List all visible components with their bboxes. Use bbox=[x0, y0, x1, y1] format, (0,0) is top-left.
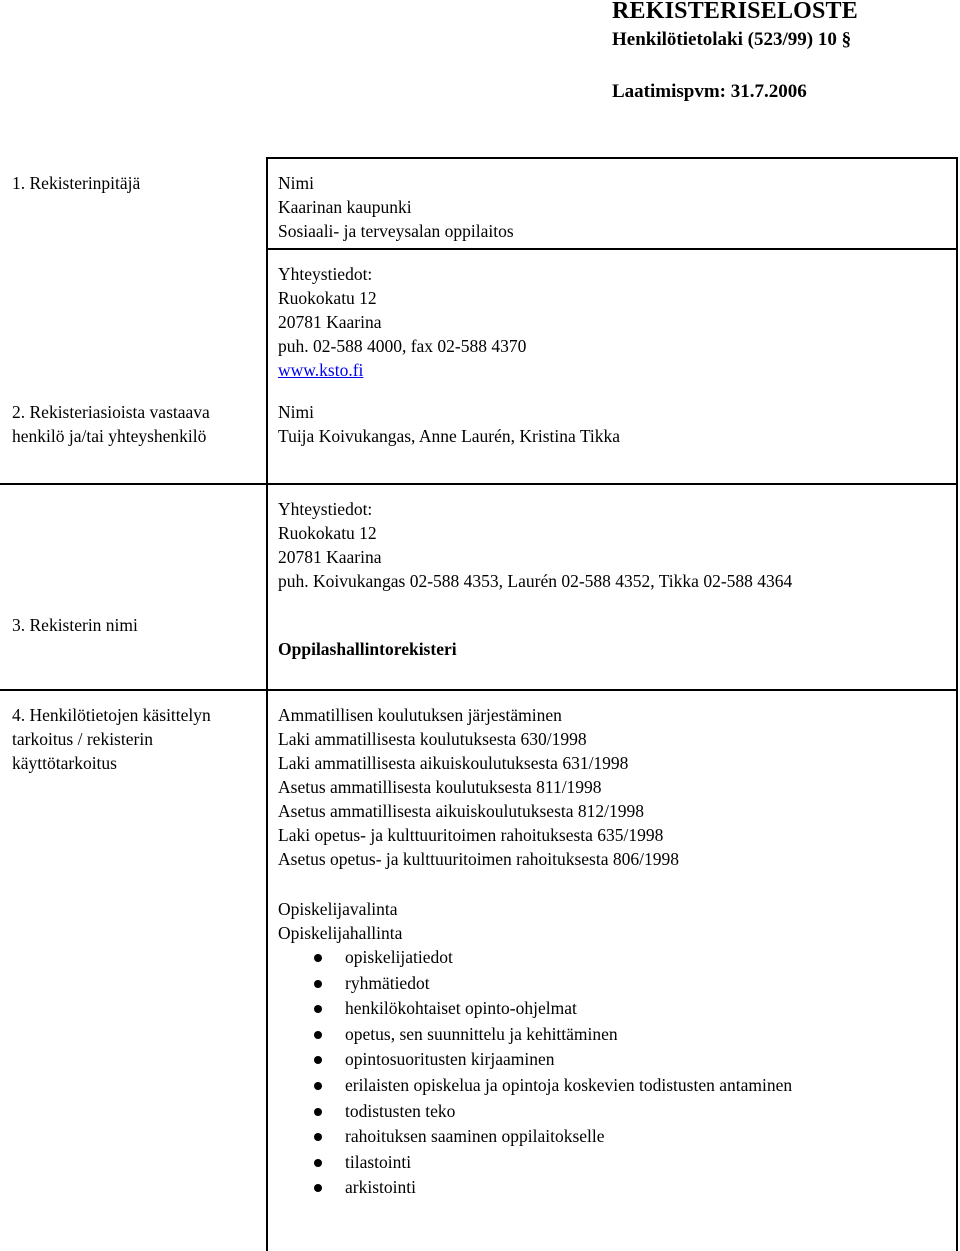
section-4-label-line-2: tarkoitus / rekisterin bbox=[12, 729, 153, 749]
section-1-contact-block bbox=[278, 262, 526, 382]
section-2-name-heading: Nimi bbox=[278, 402, 314, 422]
purpose-line-2: Opiskelijahallinta bbox=[278, 923, 403, 943]
section-2-contact-block bbox=[278, 497, 792, 593]
table-right-border bbox=[956, 157, 958, 1251]
bullet-icon bbox=[314, 1184, 322, 1192]
section-4-label-line-1: 4. Henkilötietojen käsittelyn bbox=[12, 705, 211, 725]
website-link[interactable]: www.ksto.fi bbox=[278, 360, 364, 380]
law-line: Laki ammatillisesta koulutuksesta 630/1998 bbox=[278, 729, 587, 749]
row-divider-3 bbox=[0, 689, 958, 691]
list-item-text: tilastointi bbox=[345, 1151, 412, 1172]
row-divider-1 bbox=[267, 248, 958, 250]
list-item bbox=[278, 1022, 792, 1048]
law-line: Asetus ammatillisesta koulutuksesta 811/1998 bbox=[278, 777, 602, 797]
list-item-text: opiskelijatiedot bbox=[345, 947, 453, 967]
law-line: Laki opetus- ja kulttuuritoimen rahoituksesta 635/1998 bbox=[278, 825, 664, 845]
law-line: Laki ammatillisesta aikuiskoulutuksesta 631/1998 bbox=[278, 753, 629, 773]
section-2-contact-heading: Yhteystiedot: bbox=[278, 499, 373, 519]
list-item-text: arkistointi bbox=[345, 1177, 416, 1198]
document-title: REKISTERISELOSTE bbox=[612, 0, 858, 24]
section-2-label bbox=[12, 400, 210, 448]
section-1-name-heading: Nimi bbox=[278, 173, 314, 193]
list-item bbox=[278, 945, 792, 971]
bullet-icon bbox=[314, 954, 322, 962]
section-1-name-line-1: Kaarinan kaupunki bbox=[278, 197, 412, 217]
list-item bbox=[278, 996, 792, 1022]
section-4-purpose-block bbox=[278, 897, 402, 945]
section-2-name-block bbox=[278, 400, 620, 448]
bullet-icon bbox=[314, 1031, 322, 1039]
section-2-label-line-1: 2. Rekisteriasioista vastaava bbox=[12, 402, 210, 422]
section-1-label: 1. Rekisterinpitäjä bbox=[12, 173, 141, 193]
purpose-bullet-list bbox=[278, 945, 792, 1201]
section-1-contact-heading: Yhteystiedot: bbox=[278, 264, 373, 284]
bullet-icon bbox=[314, 1133, 322, 1141]
bullet-icon bbox=[314, 1056, 322, 1064]
list-item-text: ryhmätiedot bbox=[345, 972, 430, 993]
list-item bbox=[278, 971, 792, 997]
list-item bbox=[278, 1047, 792, 1073]
section-1-name-block bbox=[278, 171, 514, 243]
section-2-label-line-2: henkilö ja/tai yhteyshenkilö bbox=[12, 426, 207, 446]
law-line: Asetus ammatillisesta aikuiskoulutuksesta 812/1998 bbox=[278, 801, 645, 821]
row-divider-2 bbox=[0, 483, 958, 485]
register-name: Oppilashallintorekisteri bbox=[278, 639, 457, 659]
bullet-icon bbox=[314, 1159, 322, 1167]
column-divider bbox=[266, 157, 268, 1251]
section-2-contact-line-2: 20781 Kaarina bbox=[278, 547, 382, 567]
law-line: Ammatillisen koulutuksen järjestäminen bbox=[278, 705, 562, 725]
list-item-text: opintosuoritusten kirjaaminen bbox=[345, 1049, 555, 1070]
list-item bbox=[278, 1175, 792, 1201]
list-item bbox=[278, 1150, 792, 1176]
bullet-icon bbox=[314, 980, 322, 988]
section-4-law-block bbox=[278, 703, 679, 871]
list-item bbox=[278, 1124, 792, 1150]
section-2-name-line: Tuija Koivukangas, Anne Laurén, Kristina Tikka bbox=[278, 426, 621, 446]
bullet-icon bbox=[314, 1108, 322, 1116]
law-line: Asetus opetus- ja kulttuuritoimen rahoituksesta 806/1998 bbox=[278, 849, 679, 869]
creation-date: Laatimispvm: 31.7.2006 bbox=[612, 81, 807, 102]
section-1-contact-line-2: 20781 Kaarina bbox=[278, 312, 382, 332]
section-3-label: 3. Rekisterin nimi bbox=[12, 615, 138, 635]
list-item-text: erilaisten opiskelua ja opintoja koskevien todistusten antaminen bbox=[345, 1074, 793, 1095]
law-reference: Henkilötietolaki (523/99) 10 § bbox=[612, 29, 852, 50]
section-1-name-line-2: Sosiaali- ja terveysalan oppilaitos bbox=[278, 221, 514, 241]
bullet-icon bbox=[314, 1005, 322, 1013]
list-item bbox=[278, 1073, 792, 1099]
section-2-contact-line-1: Ruokokatu 12 bbox=[278, 523, 377, 543]
list-item bbox=[278, 1099, 792, 1125]
list-item-text: opetus, sen suunnittelu ja kehittäminen bbox=[345, 1023, 618, 1044]
list-item-text: rahoituksen saaminen oppilaitokselle bbox=[345, 1126, 605, 1147]
table-top-border bbox=[267, 157, 958, 159]
section-4-label-line-3: käyttötarkoitus bbox=[12, 753, 117, 773]
section-1-contact-line-1: Ruokokatu 12 bbox=[278, 288, 377, 308]
list-item-text: todistusten teko bbox=[345, 1100, 456, 1121]
section-2-contact-line-3: puh. Koivukangas 02-588 4353, Laurén 02-588 4352, Tikka 02-588 4364 bbox=[278, 571, 793, 591]
section-1-contact-line-3: puh. 02-588 4000, fax 02-588 4370 bbox=[278, 336, 527, 356]
bullet-icon bbox=[314, 1082, 322, 1090]
list-item-text: henkilökohtaiset opinto-ohjelmat bbox=[345, 998, 577, 1019]
section-4-label bbox=[12, 703, 211, 775]
purpose-line-1: Opiskelijavalinta bbox=[278, 899, 398, 919]
